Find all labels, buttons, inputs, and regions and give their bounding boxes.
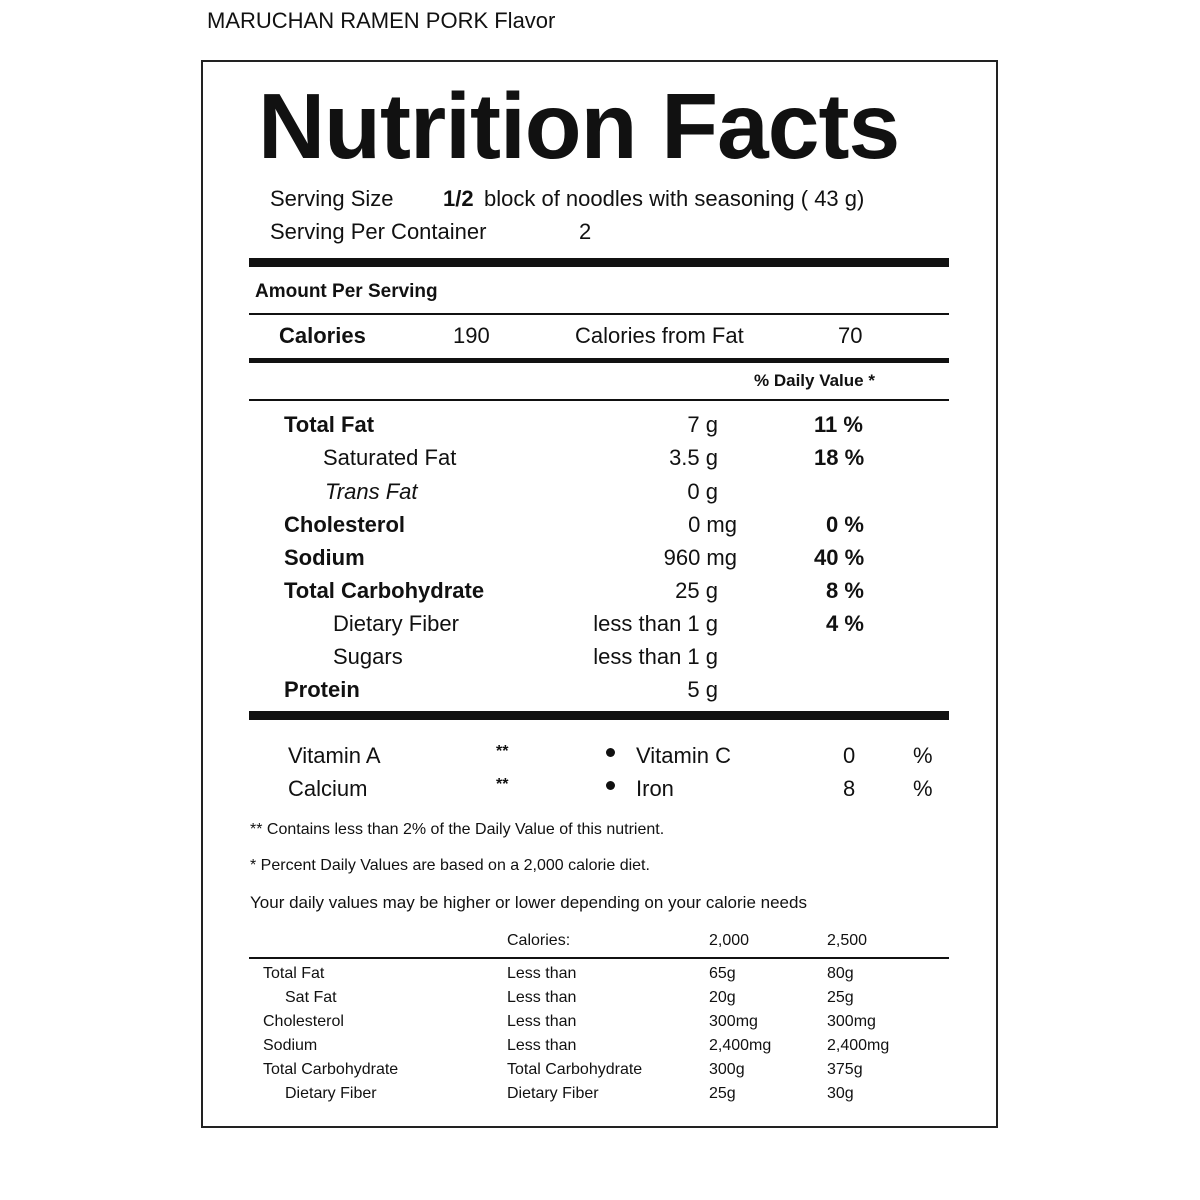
nutrient-amount: 5 g xyxy=(687,677,718,702)
ref-qualifier: Less than xyxy=(507,965,577,982)
nutrient-dv: 4 % xyxy=(826,611,864,636)
ref-qualifier: Total Carbohydrate xyxy=(507,1061,643,1078)
nutrient-dv: 11 % xyxy=(814,412,863,437)
daily-value-header: % Daily Value * xyxy=(754,371,875,390)
servings-per-container-label: Serving Per Container xyxy=(270,219,487,244)
nutrient-name: Cholesterol xyxy=(284,512,406,537)
nutrient-name: Dietary Fiber xyxy=(333,611,459,636)
divider-thin xyxy=(249,957,949,959)
nutrient-name: Protein xyxy=(284,677,360,702)
ref-nutrient: Sat Fat xyxy=(285,989,337,1006)
ref-value-2500: 2,400mg xyxy=(827,1037,890,1054)
ref-qualifier: Dietary Fiber xyxy=(507,1085,599,1102)
nutrient-amount: 0 g xyxy=(687,479,718,504)
calories-value: 190 xyxy=(453,323,490,348)
amount-per-serving: Amount Per Serving xyxy=(255,281,438,302)
ref-value-2500: 80g xyxy=(827,965,854,982)
ref-qualifier: Less than xyxy=(507,1013,577,1030)
footnote: ** Contains less than 2% of the Daily Value of this nutrient. xyxy=(250,821,665,838)
ref-nutrient: Sodium xyxy=(263,1037,318,1054)
ref-nutrient: Total Carbohydrate xyxy=(263,1061,399,1078)
nutrient-dv: 40 % xyxy=(814,545,865,570)
ref-qualifier: Less than xyxy=(507,1037,577,1054)
ref-nutrient: Cholesterol xyxy=(263,1013,344,1030)
serving-size-amount: 1/2 xyxy=(443,186,474,211)
vitamin-value: 8 xyxy=(843,776,856,801)
nutrient-name: Total Carbohydrate xyxy=(284,578,485,603)
nutrient-amount: 0 mg xyxy=(688,512,737,537)
calories-from-fat-label: Calories from Fat xyxy=(575,323,744,348)
ref-value-2000: 300mg xyxy=(709,1013,758,1030)
divider-thin xyxy=(249,313,949,315)
ref-value-2500: 25g xyxy=(827,989,854,1006)
serving-size-label: Serving Size xyxy=(270,186,394,211)
nutrient-name: Sugars xyxy=(333,644,403,669)
divider-thin xyxy=(249,399,949,401)
ref-value-2500: 375g xyxy=(827,1061,863,1078)
ref-header-2500: 2,500 xyxy=(827,932,868,949)
nutrient-name: Total Fat xyxy=(284,412,375,437)
footnote: Your daily values may be higher or lower depending on your calorie needs xyxy=(250,893,807,912)
ref-value-2000: 2,400mg xyxy=(709,1037,772,1054)
nutrient-amount: less than 1 g xyxy=(593,644,718,669)
nutrient-dv: 8 % xyxy=(826,578,864,603)
ref-value-2500: 30g xyxy=(827,1085,854,1102)
nutrient-name: Saturated Fat xyxy=(323,445,457,470)
product-name: MARUCHAN RAMEN PORK Flavor xyxy=(207,8,556,33)
ref-nutrient: Dietary Fiber xyxy=(285,1085,377,1102)
vitamin-unit: % xyxy=(913,776,933,801)
nutrient-dv: 0 % xyxy=(826,512,864,537)
ref-value-2000: 65g xyxy=(709,965,736,982)
nutrient-amount: 25 g xyxy=(675,578,718,603)
nutrient-amount: 960 mg xyxy=(663,545,737,570)
nutrient-amount: 7 g xyxy=(687,412,718,437)
ref-qualifier: Less than xyxy=(507,989,577,1006)
divider-thick xyxy=(249,258,949,267)
nutrient-name: Trans Fat xyxy=(325,479,418,504)
serving-size-text: block of noodles with seasoning ( 43 g) xyxy=(484,186,865,211)
vitamin-name: Vitamin C xyxy=(636,743,731,768)
ref-value-2000: 300g xyxy=(709,1061,745,1078)
bullet-icon xyxy=(606,748,615,757)
footnote: * Percent Daily Values are based on a 2,000 calorie diet. xyxy=(250,857,650,874)
ref-header-calories: Calories: xyxy=(507,932,571,949)
bullet-icon xyxy=(606,781,615,790)
calories-from-fat-value: 70 xyxy=(838,323,863,348)
nutrient-name: Sodium xyxy=(284,545,365,570)
vitamin-unit: % xyxy=(913,743,933,768)
servings-per-container-value: 2 xyxy=(579,219,592,244)
ref-value-2000: 25g xyxy=(709,1085,736,1102)
divider-medium xyxy=(249,358,949,363)
label-title: Nutrition Facts xyxy=(258,74,900,178)
ref-nutrient: Total Fat xyxy=(263,965,325,982)
vitamin-name: Calcium xyxy=(288,776,368,801)
vitamin-value: ** xyxy=(496,743,509,760)
nutrient-amount: less than 1 g xyxy=(593,611,718,636)
divider-thick xyxy=(249,711,949,720)
nutrient-dv: 18 % xyxy=(814,445,865,470)
ref-header-2000: 2,000 xyxy=(709,932,750,949)
calories-label: Calories xyxy=(279,323,366,348)
ref-value-2000: 20g xyxy=(709,989,736,1006)
nutrient-amount: 3.5 g xyxy=(669,445,718,470)
vitamin-name: Iron xyxy=(636,776,674,801)
vitamin-name: Vitamin A xyxy=(288,743,381,768)
vitamin-value: ** xyxy=(496,776,509,793)
vitamin-value: 0 xyxy=(843,743,856,768)
ref-value-2500: 300mg xyxy=(827,1013,876,1030)
